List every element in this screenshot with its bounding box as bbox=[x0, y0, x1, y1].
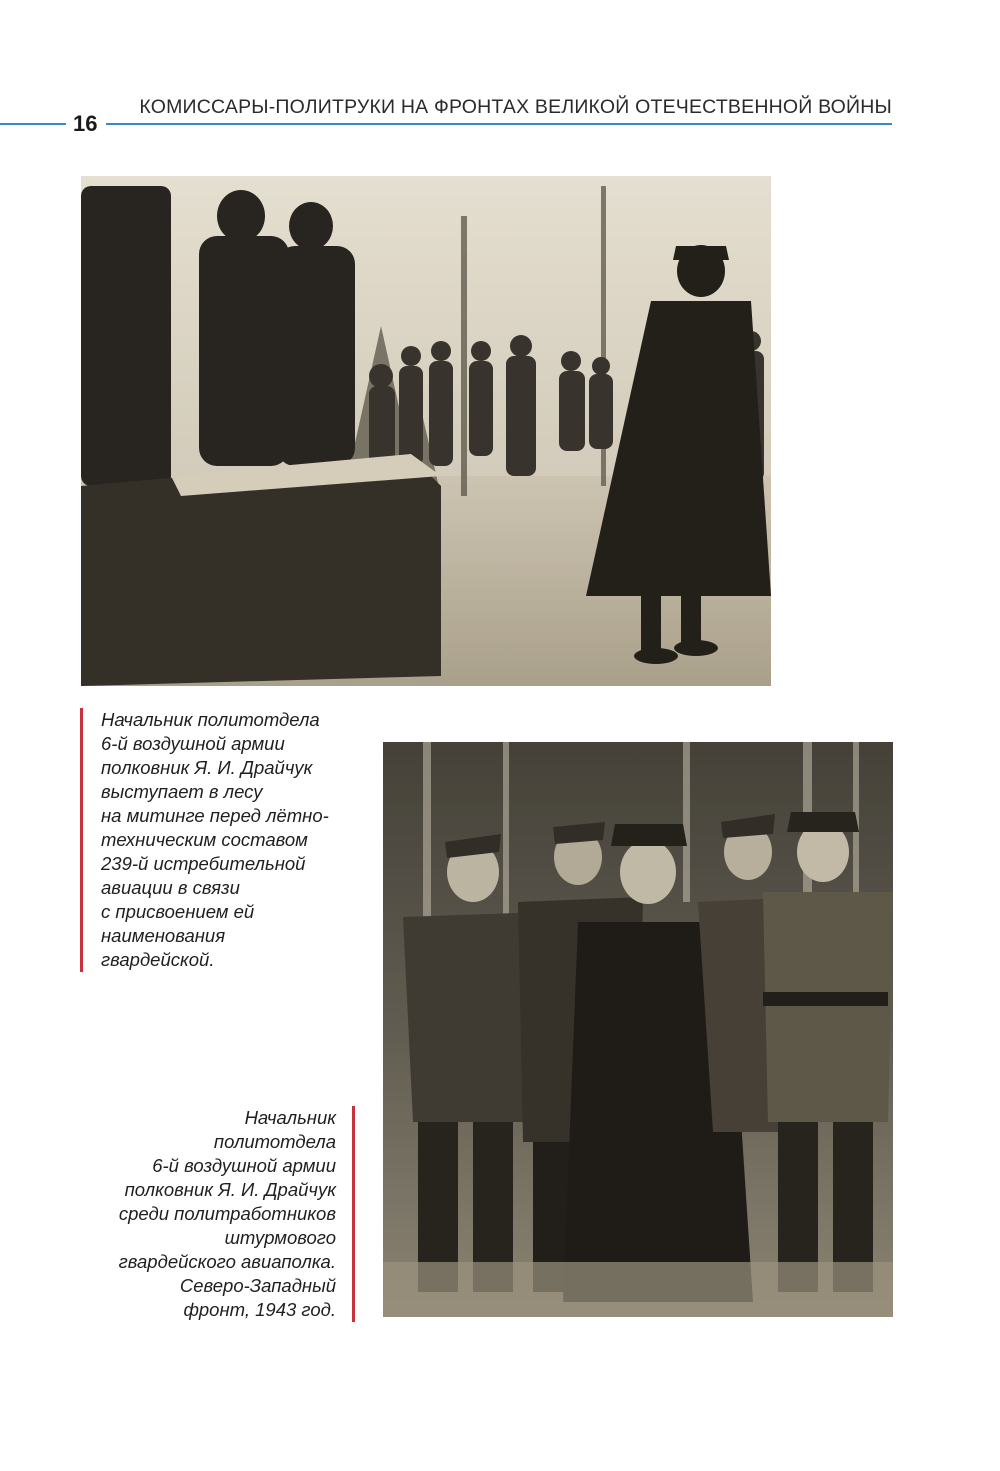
caption-line: на митинге перед лётно- bbox=[101, 805, 329, 826]
caption-line: политотдела bbox=[213, 1131, 336, 1152]
caption-line: фронт, 1943 год. bbox=[183, 1299, 336, 1320]
caption-photo-rally bbox=[80, 708, 381, 972]
caption-line: 6-й воздушной армии bbox=[101, 733, 285, 754]
photo-group-portrait bbox=[383, 742, 893, 1317]
caption-photo-group bbox=[100, 1106, 355, 1322]
caption-line: гвардейского авиаполка. bbox=[118, 1251, 336, 1272]
page-number: 16 bbox=[73, 111, 98, 136]
photo-group-illustration bbox=[383, 742, 893, 1317]
caption-line: Северо-Западный bbox=[179, 1275, 336, 1296]
photo-rally-illustration bbox=[81, 176, 771, 686]
caption-line: среди политработников bbox=[118, 1203, 336, 1224]
caption-line: выступает в лесу bbox=[101, 781, 263, 802]
running-title: КОМИССАРЫ-ПОЛИТРУКИ НА ФРОНТАХ ВЕЛИКОЙ ОТЕЧЕСТВЕННОЙ ВОЙНЫ bbox=[139, 96, 892, 118]
caption-line: 6-й воздушной армии bbox=[152, 1155, 336, 1176]
photo-rally-in-forest bbox=[81, 176, 771, 686]
caption-line: полковник Я. И. Драйчук bbox=[124, 1179, 336, 1200]
caption-line: техническим составом bbox=[101, 829, 308, 850]
header-rule-left bbox=[0, 123, 66, 125]
caption-line: штурмового bbox=[224, 1227, 336, 1248]
caption-line: 239-й истребительной bbox=[101, 853, 306, 874]
caption-line: гвардейской. bbox=[101, 949, 215, 970]
caption-line: полковник Я. И. Драйчук bbox=[101, 757, 313, 778]
caption-line: с присвоением ей bbox=[101, 901, 255, 922]
caption-line: наименования bbox=[101, 925, 226, 946]
caption-line: авиации в связи bbox=[101, 877, 240, 898]
header-rule bbox=[106, 123, 892, 125]
caption-line: Начальник bbox=[244, 1107, 336, 1128]
caption-line: Начальник политотдела bbox=[101, 709, 320, 730]
